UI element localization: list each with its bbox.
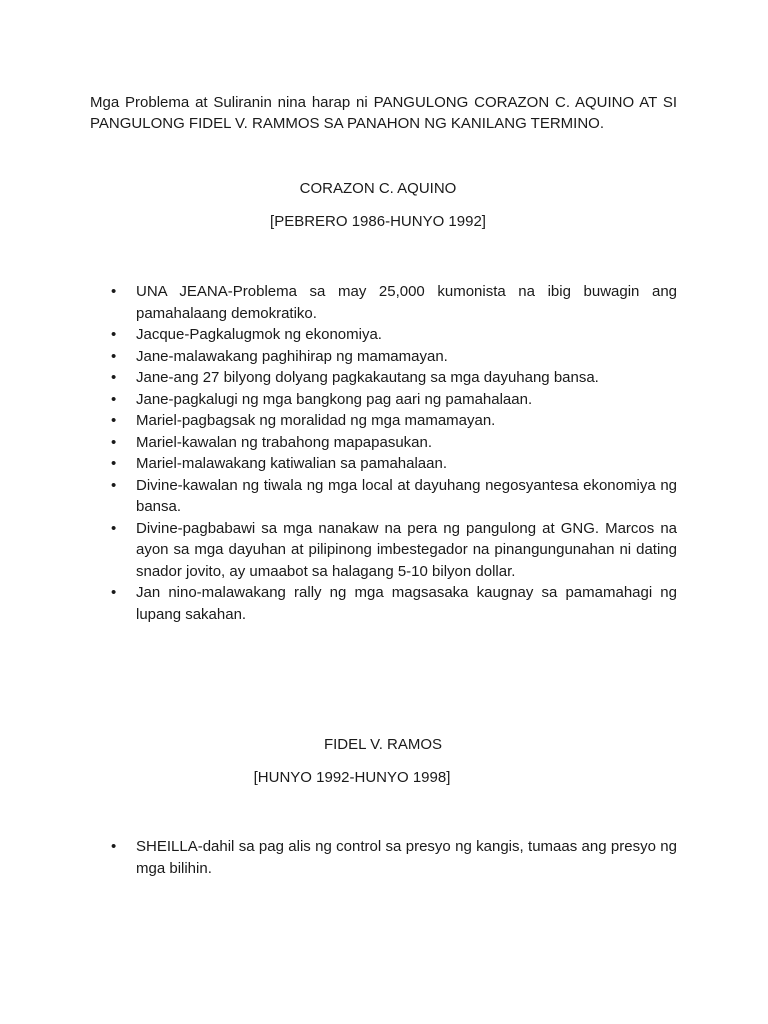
list-item [111, 432, 677, 454]
list-item-text: Divine-kawalan ng tiwala ng mga local at dayuhang negosyantesa ekonomiya ng bansa. [136, 476, 677, 515]
bullet-icon: • [111, 476, 117, 494]
list-item [111, 518, 677, 583]
list-item [111, 453, 677, 475]
president-name-ramos: FIDEL V. RAMOS [323, 736, 443, 753]
list-item-text: Divine-pagbabawi sa mga nanakaw na pera ng pangulong at GNG. Marcos na ayon sa mga dayuhan at pilipinong imbestegador na pinangungunahan ni dating snador jovito, ay umaabot sa halagang 5-10 bilyon dollar. [136, 519, 677, 580]
term-dates-aquino: [PEBRERO 1986-HUNYO 1992] [270, 213, 486, 230]
bullet-icon: • [111, 412, 117, 429]
list-item-text: Jacque-Pagkalugmok ng ekonomiya. [136, 326, 382, 343]
bullet-icon: • [111, 283, 117, 300]
list-item-text: Jan nino-malawakang rally ng mga magsasaka kaugnay sa pamamahagi ng lupang sakahan. [136, 584, 677, 623]
list-item-text: Mariel-kawalan ng trabahong mapapasukan. [136, 433, 433, 451]
list-item-text: Jane-malawakang paghihirap ng mamamayan. [136, 347, 448, 365]
issues-list-ramos [108, 836, 677, 879]
list-item [111, 367, 677, 389]
bullet-icon: • [111, 326, 117, 343]
bullet-icon: • [111, 347, 117, 365]
issues-list-aquino [108, 281, 677, 625]
list-item [111, 582, 677, 625]
bullet-icon: • [111, 433, 117, 451]
list-item-text: SHEILLA-dahil sa pag alis ng control sa presyo ng kangis, tumaas ang presyo ng mga bilihin. [136, 838, 677, 877]
list-item-text: Mariel-malawakang katiwalian sa pamahalaan. [136, 455, 447, 472]
term-dates-ramos: [HUNYO 1992-HUNYO 1998] [253, 769, 451, 786]
list-item-text: Jane-pagkalugi ng mga bangkong pag aari ng pamahalaan. [136, 390, 533, 408]
list-item-text: Jane-ang 27 bilyong dolyang pagkakautang sa mga dayuhang bansa. [136, 369, 599, 386]
list-item [111, 475, 677, 518]
list-item [111, 836, 677, 879]
document-intro: Mga Problema at Suliranin nina harap ni PANGULONG CORAZON C. AQUINO AT SI PANGULONG FIDEL V. RAMMOS SA PANAHON NG KANILANG TERMINO. [90, 94, 677, 132]
bullet-icon: • [111, 838, 117, 855]
list-item [111, 389, 677, 411]
bullet-icon: • [111, 519, 117, 537]
bullet-icon: • [111, 390, 117, 408]
list-item [111, 346, 677, 368]
bullet-icon: • [111, 584, 117, 601]
bullet-icon: • [111, 455, 117, 472]
list-item [111, 324, 677, 346]
list-item-text: UNA JEANA-Problema sa may 25,000 kumonista na ibig buwagin ang pamahalaang demokratiko. [136, 283, 677, 322]
list-item [111, 410, 677, 432]
list-item-text: Mariel-pagbagsak ng moralidad ng mga mamamayan. [136, 412, 496, 429]
list-item [111, 281, 677, 324]
bullet-icon: • [111, 369, 117, 386]
president-name-aquino: CORAZON C. AQUINO [299, 180, 457, 197]
